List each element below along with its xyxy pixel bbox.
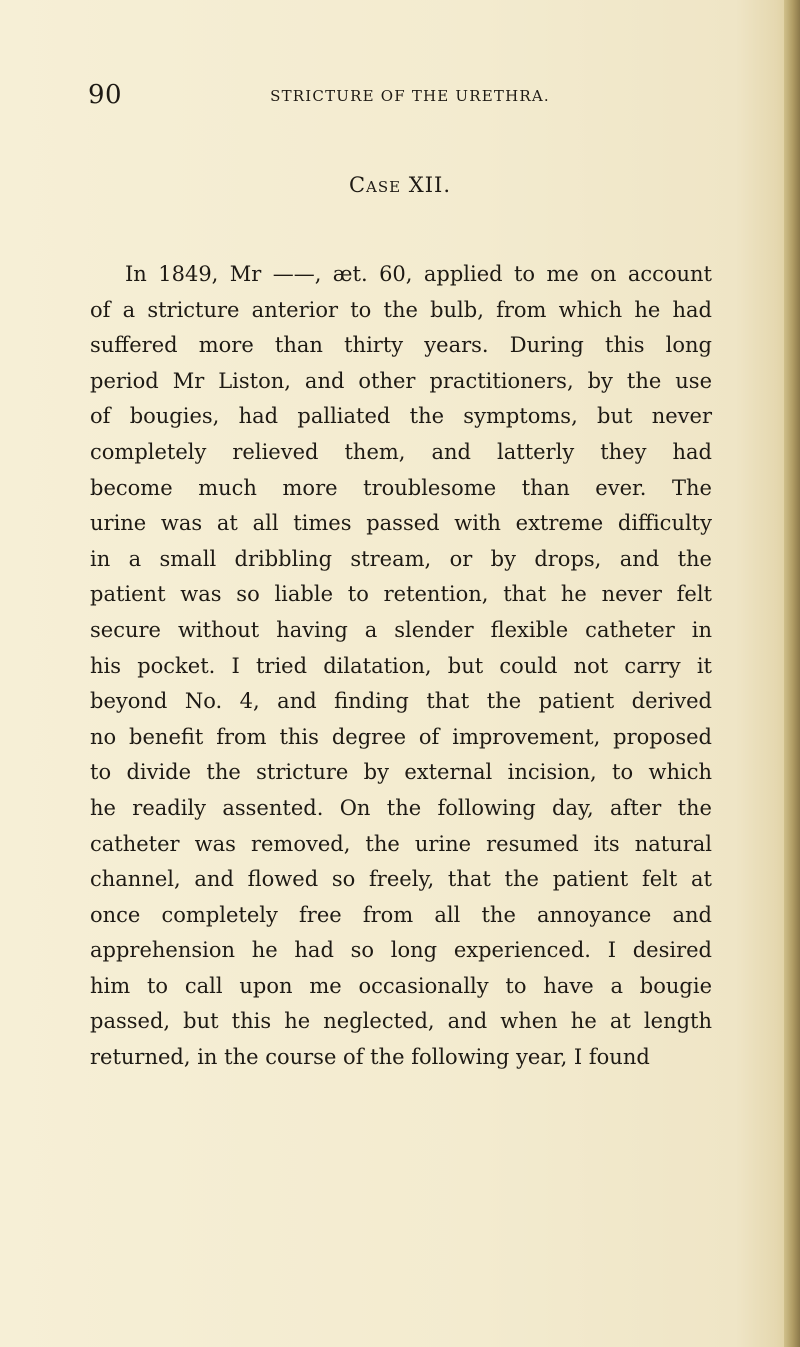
text-line: patient was so liable to retention, that he never felt (90, 582, 712, 607)
text-line: his pocket. I tried dilatation, but could not carry it (90, 653, 712, 678)
text-line: period Mr Liston, and other practitioners, by the use (90, 368, 712, 393)
text-line: of bougies, had palliated the symptoms, but never (90, 404, 712, 429)
text-line: suffered more than thirty years. During this long (90, 333, 712, 358)
text-line: no benefit from this degree of improvement, proposed (90, 724, 712, 749)
text-line: completely relieved them, and latterly they had (90, 439, 712, 464)
body-text (90, 257, 712, 1076)
page-edge (784, 0, 800, 1347)
running-head: STRICTURE OF THE URETHRA. (270, 87, 550, 105)
text-line: become much more troublesome than ever. The (90, 475, 712, 500)
page-number: 90 (88, 80, 123, 110)
case-heading: Case XII. (348, 173, 452, 197)
text-line: once completely free from all the annoyance and (90, 902, 712, 927)
text-line: In 1849, Mr ——, æt. 60, applied to me on account (125, 262, 712, 286)
text-line: apprehension he had so long experienced. I desired (90, 938, 712, 963)
text-line: to divide the stricture by external incision, to which (90, 760, 712, 785)
text-line: in a small dribbling stream, or by drops, and the (90, 546, 712, 571)
text-line: catheter was removed, the urine resumed its natural (90, 831, 712, 856)
text-line: he readily assented. On the following day, after the (90, 795, 712, 820)
text-line: secure without having a slender flexible catheter in (90, 617, 712, 642)
text-line: channel, and flowed so freely, that the patient felt at (90, 867, 712, 892)
text-line: him to call upon me occasionally to have a bougie (90, 973, 712, 998)
text-line: beyond No. 4, and finding that the patient derived (90, 689, 712, 714)
text-line: urine was at all times passed with extreme difficulty (90, 511, 712, 536)
text-line: of a stricture anterior to the bulb, from which he had (90, 297, 712, 322)
text-line: returned, in the course of the following year, I found (90, 1045, 650, 1070)
text-line: passed, but this he neglected, and when he at length (90, 1009, 712, 1034)
